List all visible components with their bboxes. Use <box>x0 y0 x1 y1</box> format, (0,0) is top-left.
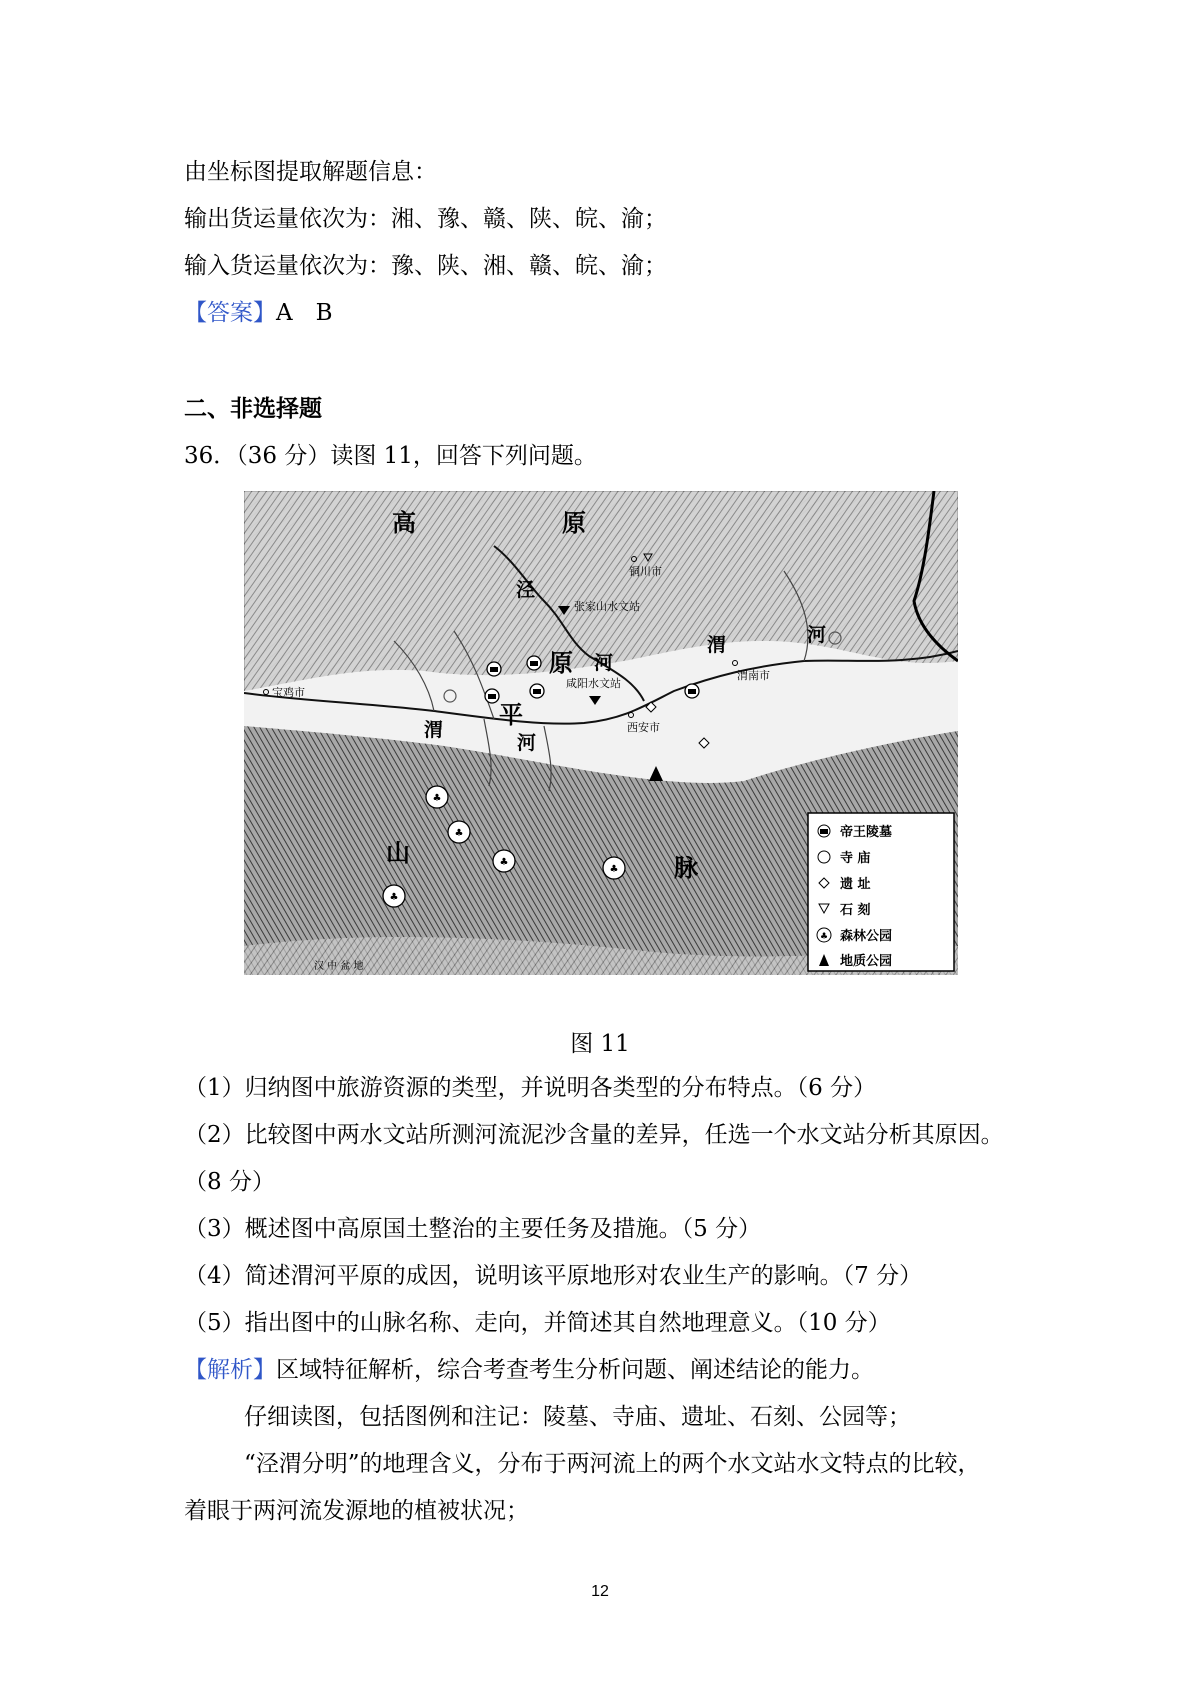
answer-line <box>184 298 333 328</box>
place-baoji: 宝鸡市 <box>272 686 305 699</box>
label-yuan-1: 原 <box>562 509 586 537</box>
analysis-paragraph-2: “泾渭分明”的地理含义，分布于两河流上的两个水文站水文特点的比较， <box>244 1451 981 1477</box>
svg-text:♣: ♣ <box>454 828 464 839</box>
figure-caption: 图 11 <box>570 1031 630 1057</box>
svg-text:地质公园: 地质公园 <box>840 954 893 969</box>
svg-text:♣: ♣ <box>499 857 509 868</box>
label-mai: 脉 <box>674 854 698 882</box>
svg-text:寺 庙: 寺 庙 <box>840 851 871 866</box>
svg-text:♣: ♣ <box>609 864 619 875</box>
text-line-3: 输入货运量依次为：豫、陕、湘、赣、皖、渝； <box>184 253 667 279</box>
label-he-2: 河 <box>807 624 827 646</box>
place-tongchuan: 铜川市 <box>629 565 662 578</box>
label-yuan-2: 原 <box>549 649 573 677</box>
question-36-2: （2）比较图中两水文站所测河流泥沙含量的差异，任选一个水文站分析其原因。 <box>184 1122 1004 1148</box>
label-jing: 泾 <box>516 579 536 601</box>
label-wei-2: 渭 <box>424 719 444 741</box>
question-36: 36．（36 分）读图 11，回答下列问题。 <box>184 443 597 469</box>
label-shan: 山 <box>386 839 410 867</box>
place-weinan: 渭南市 <box>737 669 770 682</box>
place-hanzhong: 汉 中 盆 地 <box>314 961 364 972</box>
page-number: 12 <box>591 1583 609 1600</box>
analysis-tag: 【解析】 <box>184 1357 276 1383</box>
label-ping: 平 <box>499 701 523 729</box>
svg-text:♣: ♣ <box>819 932 829 942</box>
label-gao: 高 <box>392 509 416 537</box>
question-36-5: （5）指出图中的山脉名称、走向，并简述其自然地理意义。（10 分） <box>184 1310 891 1336</box>
analysis-line <box>184 1355 874 1385</box>
svg-text:帝王陵墓: 帝王陵墓 <box>840 825 893 840</box>
place-zhangjiashan: 张家山水文站 <box>574 600 640 613</box>
svg-text:♣: ♣ <box>389 892 399 903</box>
question-36-1: （1）归纳图中旅游资源的类型，并说明各类型的分布特点。（6 分） <box>184 1075 877 1101</box>
answer-tag: 【答案】 <box>184 300 276 326</box>
svg-text:♣: ♣ <box>432 793 442 804</box>
analysis-paragraph-2-cont: 着眼于两河流发源地的植被状况； <box>184 1498 529 1524</box>
text-line-1: 由坐标图提取解题信息： <box>184 159 437 185</box>
svg-text:石 刻: 石 刻 <box>840 903 871 918</box>
svg-text:遗 址: 遗 址 <box>840 877 871 892</box>
question-36-3: （3）概述图中高原国土整治的主要任务及措施。（5 分） <box>184 1216 762 1242</box>
map-figure-11 <box>244 491 958 975</box>
analysis-paragraph-1: 仔细读图，包括图例和注记：陵墓、寺庙、遗址、石刻、公园等； <box>244 1404 911 1430</box>
question-36-4: （4）简述渭河平原的成因，说明该平原地形对农业生产的影响。（7 分） <box>184 1263 923 1289</box>
svg-text:森林公园: 森林公园 <box>840 929 893 944</box>
question-36-2-score: （8 分） <box>184 1169 275 1195</box>
place-xian: 西安市 <box>627 721 660 734</box>
answer-value: A B <box>276 300 333 326</box>
label-he-3: 河 <box>517 732 537 754</box>
analysis-text: 区域特征解析，综合考查考生分析问题、阐述结论的能力。 <box>276 1357 874 1383</box>
section-heading: 二、非选择题 <box>184 396 322 422</box>
label-wei-1: 渭 <box>707 634 727 656</box>
text-line-2: 输出货运量依次为：湘、豫、赣、陕、皖、渝； <box>184 206 667 232</box>
tomb-icon <box>820 829 828 834</box>
label-he-1: 河 <box>594 652 614 674</box>
place-xianyang: 咸阳水文站 <box>566 677 621 690</box>
